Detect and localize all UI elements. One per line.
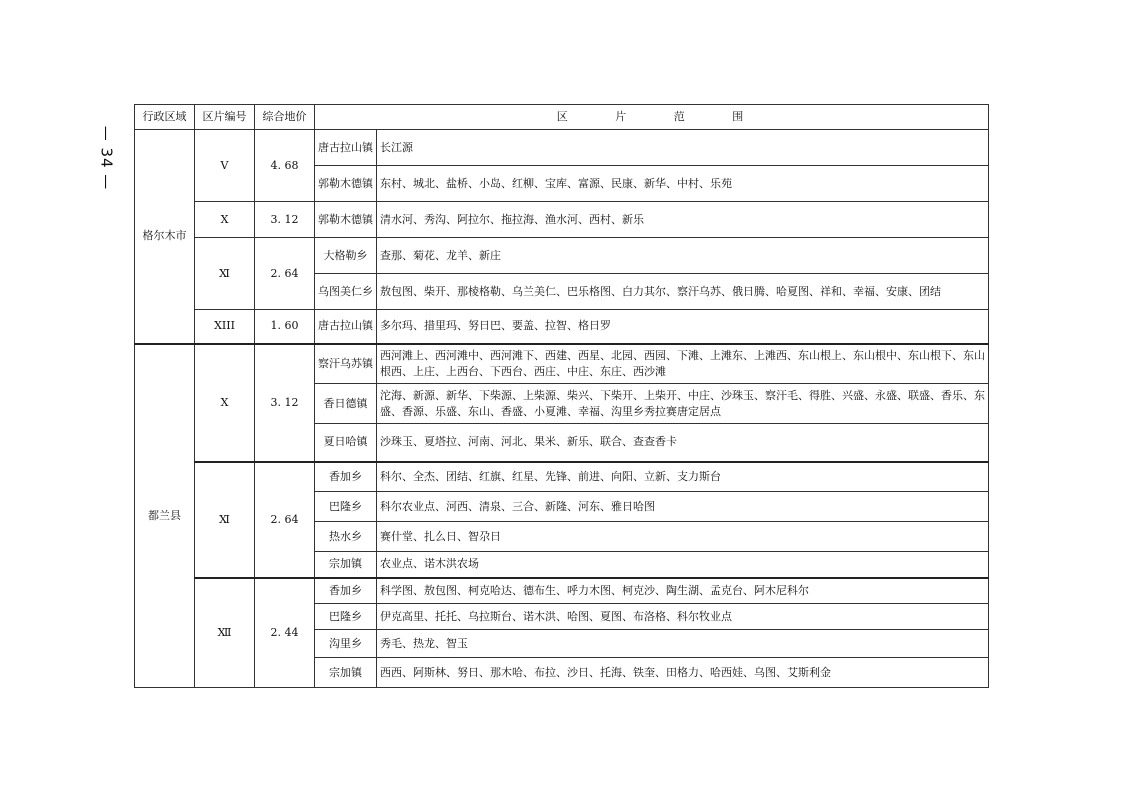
scope-cell: 沱海、新源、新华、下柴源、上柴源、柴兴、下柴开、上柴开、中庄、沙珠玉、察汗毛、得胜、兴盛、永盛、联盛、香乐、东盛、香源、乐盛、东山、香盛、小夏滩、幸福、沟里乡秀拉赛唐定居点 (377, 384, 989, 424)
town-cell: 乌图美仁乡 (315, 274, 377, 310)
scope-cell: 东村、城北、盐桥、小岛、红柳、宝库、富源、民康、新华、中村、乐苑 (377, 166, 989, 202)
scope-cell: 伊克高里、托托、乌拉斯台、诺木洪、哈图、夏图、布洛格、科尔牧业点 (377, 604, 989, 630)
header-price: 综合地价 (255, 105, 315, 130)
zone-cell: Ⅺ (195, 462, 255, 578)
town-cell: 宗加镇 (315, 552, 377, 578)
table-row (135, 130, 989, 166)
town-cell: 郭勒木德镇 (315, 202, 377, 238)
town-cell: 热水乡 (315, 522, 377, 552)
price-cell: 2. 64 (255, 238, 315, 310)
region-cell: 都兰县 (135, 344, 195, 688)
town-cell: 唐古拉山镇 (315, 310, 377, 344)
scope-cell: 清水河、秀沟、阿拉尔、拖拉海、渔水河、西村、新乐 (377, 202, 989, 238)
town-cell: 沟里乡 (315, 630, 377, 658)
town-cell: 察汗乌苏镇 (315, 344, 377, 384)
scope-cell: 西河滩上、西河滩中、西河滩下、西建、西星、北园、西园、下滩、上滩东、上滩西、东山根上、东山根中、东山根下、东山根西、上庄、上西台、下西台、西庄、中庄、东庄、西沙滩 (377, 344, 989, 384)
scope-cell: 秀毛、热龙、智玉 (377, 630, 989, 658)
table-row (135, 202, 989, 238)
header-scope: 区 片 范 围 (315, 105, 989, 130)
scope-cell: 西西、阿斯林、努日、那木哈、布拉、沙日、托海、铁奎、田格力、哈西娃、乌图、艾斯利金 (377, 658, 989, 688)
scope-cell: 长江源 (377, 130, 989, 166)
town-cell: 郭勒木德镇 (315, 166, 377, 202)
scope-cell: 赛什堂、扎么日、智尕日 (377, 522, 989, 552)
town-cell: 香日德镇 (315, 384, 377, 424)
zone-cell: Ⅹ (195, 202, 255, 238)
scope-cell: 科尔、全杰、团结、红旗、红星、先锋、前进、向阳、立新、支力斯台 (377, 462, 989, 492)
price-cell: 3. 12 (255, 202, 315, 238)
zone-cell: Ⅴ (195, 130, 255, 202)
scope-cell: 科尔农业点、河西、清泉、三合、新隆、河东、雅日哈图 (377, 492, 989, 522)
table-row (135, 462, 989, 492)
scope-cell: 沙珠玉、夏塔拉、河南、河北、果米、新乐、联合、查查香卡 (377, 424, 989, 462)
table-header-row (135, 105, 989, 130)
scope-cell: 科学图、敖包图、柯克哈达、德布生、呼力木图、柯克沙、陶生湖、孟克台、阿木尼科尔 (377, 578, 989, 604)
zone-cell: Ⅻ (195, 578, 255, 688)
land-price-table (134, 104, 989, 688)
town-cell: 宗加镇 (315, 658, 377, 688)
table-row (135, 344, 989, 384)
scope-cell: 查那、菊花、龙羊、新庄 (377, 238, 989, 274)
town-cell: 香加乡 (315, 578, 377, 604)
price-cell: 2. 64 (255, 462, 315, 578)
town-cell: 巴隆乡 (315, 492, 377, 522)
price-cell: 1. 60 (255, 310, 315, 344)
town-cell: 夏日哈镇 (315, 424, 377, 462)
scope-cell: 敖包图、柴开、那棱格勒、乌兰美仁、巴乐格图、白力其尔、察汗乌苏、俄日腾、哈夏图、祥和、幸福、安康、团结 (377, 274, 989, 310)
price-cell: 3. 12 (255, 344, 315, 462)
scope-cell: 农业点、诺木洪农场 (377, 552, 989, 578)
page-number: — 34 — (97, 125, 115, 191)
town-cell: 唐古拉山镇 (315, 130, 377, 166)
scope-cell: 多尔玛、措里玛、努日巴、要盖、拉智、格日罗 (377, 310, 989, 344)
header-region: 行政区域 (135, 105, 195, 130)
table-row (135, 310, 989, 344)
header-zone-id: 区片编号 (195, 105, 255, 130)
price-cell: 4. 68 (255, 130, 315, 202)
region-cell: 格尔木市 (135, 130, 195, 344)
zone-cell: Ⅹ (195, 344, 255, 462)
town-cell: 巴隆乡 (315, 604, 377, 630)
table-row (135, 578, 989, 604)
town-cell: 香加乡 (315, 462, 377, 492)
zone-cell: Ⅺ (195, 238, 255, 310)
zone-cell: XIII (195, 310, 255, 344)
town-cell: 大格勒乡 (315, 238, 377, 274)
price-cell: 2. 44 (255, 578, 315, 688)
table-row (135, 238, 989, 274)
